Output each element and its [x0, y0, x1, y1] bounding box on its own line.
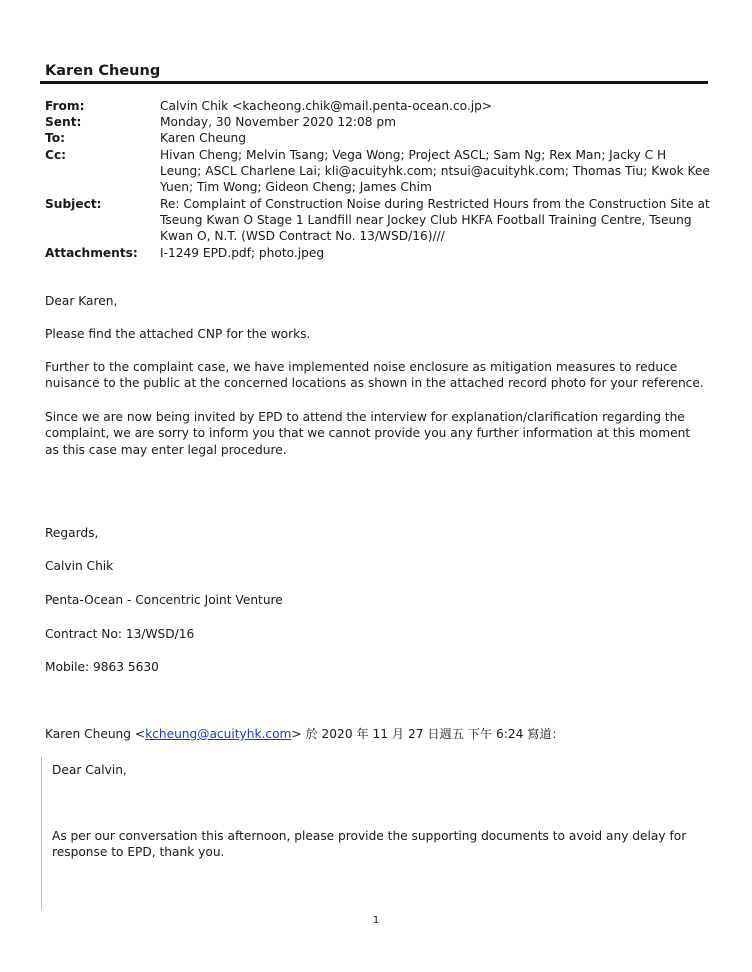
attribution-suffix: > 於 2020 年 11 月 27 日週五 下午 6:24 寫道： [291, 727, 564, 741]
signature-mobile: Mobile: 9863 5630 [45, 660, 159, 674]
signature-name: Calvin Chik [45, 559, 114, 573]
to-value: Karen Cheung [160, 131, 247, 145]
heading-divider [40, 81, 708, 84]
cc-value: Hivan Cheng; Melvin Tsang; Vega Wong; Project ASCL; Sam Ng; Rex Man; Jacky C H Leung; ASCL Charlene Lai; kli@acuityhk.com; ntsui@acuityhk.com; Thomas Tiu; Kwok Kee Yuen; Tim Wong; Gideon Cheng; James Chim [160, 148, 710, 195]
attachments-value: I-1249 EPD.pdf; photo.jpeg [160, 246, 325, 260]
subject-label: Subject: [45, 197, 102, 211]
attachments-label: Attachments: [45, 246, 138, 260]
cc-label: Cc: [45, 148, 67, 162]
quote-bar [41, 757, 42, 910]
to-label: To: [45, 131, 65, 145]
signature-contract: Contract No: 13/WSD/16 [45, 627, 195, 641]
from-value: Calvin Chik <kacheong.chik@mail.penta-ocean.co.jp> [160, 99, 493, 113]
body-paragraph-1: Please find the attached CNP for the works. [45, 327, 311, 341]
quoted-paragraph: As per our conversation this afternoon, please provide the supporting documents to avoid any delay for response to EPD, thank you. [52, 829, 687, 860]
signoff-regards: Regards, [45, 526, 99, 540]
email-sender-heading: Karen Cheung [45, 63, 161, 79]
attribution-prefix: Karen Cheung < [45, 727, 146, 741]
page-number: 1 [372, 915, 380, 926]
sent-label: Sent: [45, 115, 82, 129]
from-label: From: [45, 99, 85, 113]
subject-value: Re: Complaint of Construction Noise during Restricted Hours from the Construction Site at Tseung Kwan O Stage 1 Landfill near Jockey Club HKFA Football Training Centre, Tseung Kwan O, N.T. (WSD Contract No. 13/WSD/16)/// [160, 197, 710, 244]
body-greeting: Dear Karen, [45, 294, 118, 308]
quoted-sender-email-link[interactable]: kcheung@acuityhk.com [145, 727, 292, 741]
body-paragraph-3: Since we are now being invited by EPD to attend the interview for explanation/clarification regarding the complaint, we are sorry to inform you that we cannot provide you any further information at this moment as this case may enter legal procedure. [45, 410, 691, 457]
body-paragraph-2: Further to the complaint case, we have implemented noise enclosure as mitigation measures to reduce nuisance to the public at the concerned locations as shown in the attached record photo for your reference. [45, 360, 704, 391]
quoted-attribution-line [45, 726, 705, 742]
quoted-greeting: Dear Calvin, [52, 763, 127, 777]
signature-company: Penta-Ocean - Concentric Joint Venture [45, 593, 283, 607]
sent-value: Monday, 30 November 2020 12:08 pm [160, 115, 397, 129]
